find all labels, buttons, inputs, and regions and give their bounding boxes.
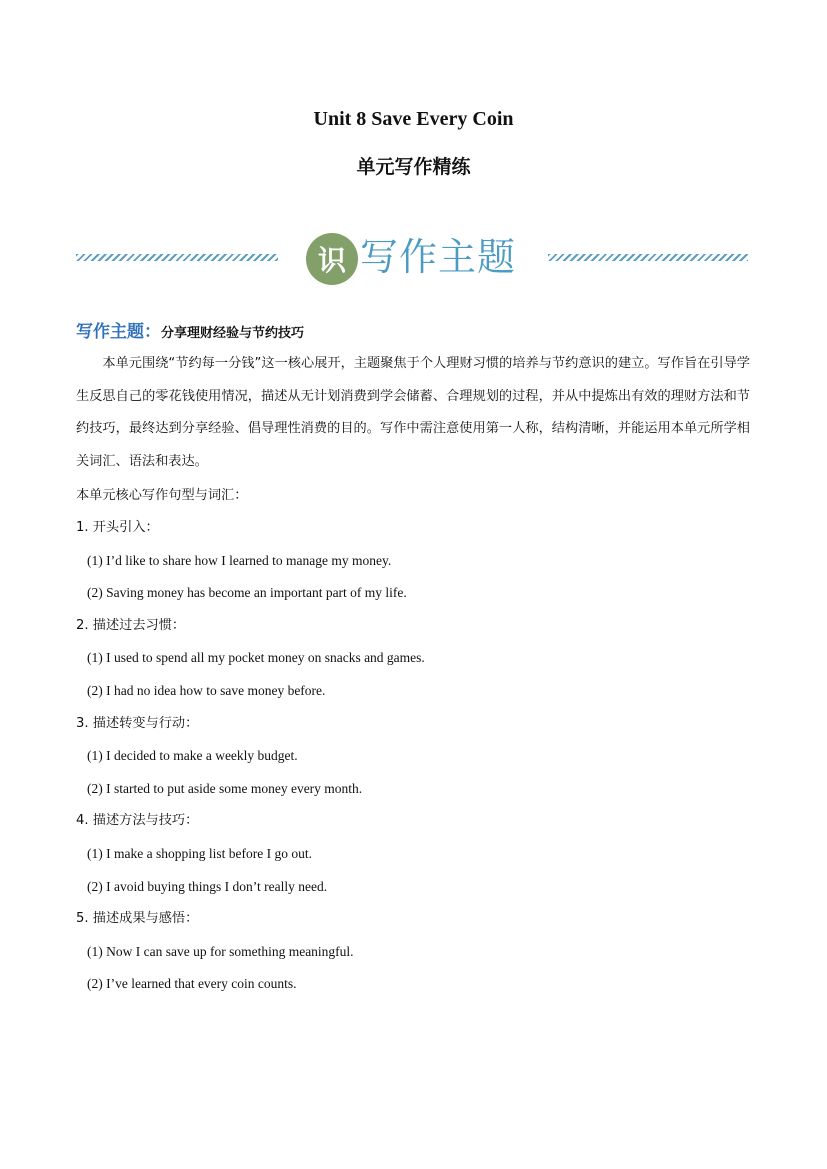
section-heading: 5. 描述成果与感悟：	[76, 911, 199, 927]
section-heading: 1. 开头引入：	[76, 520, 159, 535]
example-sentence: (2) I started to put aside some money every month.	[87, 780, 363, 796]
topic-label: 写作主题：	[76, 322, 161, 342]
example-sentence: (1) Now I can save up for something meaningful.	[87, 943, 354, 959]
example-sentence: (1) I decided to make a weekly budget.	[87, 748, 298, 764]
section-heading: 4. 描述方法与技巧：	[76, 813, 199, 829]
topic-line	[76, 317, 304, 342]
banner-title: 写作主题	[360, 235, 517, 279]
topic-value: 分享理财经验与节约技巧	[161, 326, 305, 341]
section-heading: 2. 描述过去习惯：	[76, 617, 186, 633]
example-sentence: (2) Saving money has become an important part of my life.	[87, 585, 407, 601]
example-sentence: (1) I’d like to share how I learned to manage my money.	[87, 552, 392, 568]
example-sentence: (1) I make a shopping list before I go out.	[87, 845, 312, 861]
example-sentence: (2) I had no idea how to save money before.	[87, 682, 326, 698]
document-subtitle: 单元写作精练	[356, 156, 471, 178]
document-title: Unit 8 Save Every Coin	[313, 108, 514, 130]
example-sentence: (2) I avoid buying things I don’t really need.	[87, 878, 328, 894]
badge-icon: 识	[306, 233, 358, 285]
example-sentence: (2) I’ve learned that every coin counts.	[87, 976, 297, 992]
sentence-sections	[76, 512, 756, 1001]
example-sentence: (1) I used to spend all my pocket money on snacks and games.	[87, 650, 425, 666]
section-banner	[76, 230, 748, 288]
intro-paragraph: 本单元围绕“节约每一分钱”这一核心展开，主题聚焦于个人理财习惯的培养与节约意识的建立。写作旨在引导学生反思自己的零花钱使用情况，描述从无计划消费到学会储蓄、合理规划的过程，并从中提炼出有效的理财方法和节约技巧，最终达到分享经验、倡导理性消费的目的。写作中需注意使用第一人称，结构清晰，并能运用本单元所学相关词汇、语法和表达。	[76, 356, 750, 470]
right-decorative-stripe	[548, 254, 748, 261]
section-heading: 3. 描述转变与行动：	[76, 715, 199, 731]
core-heading: 本单元核心写作句型与词汇：	[76, 488, 248, 503]
left-decorative-stripe	[76, 254, 278, 261]
